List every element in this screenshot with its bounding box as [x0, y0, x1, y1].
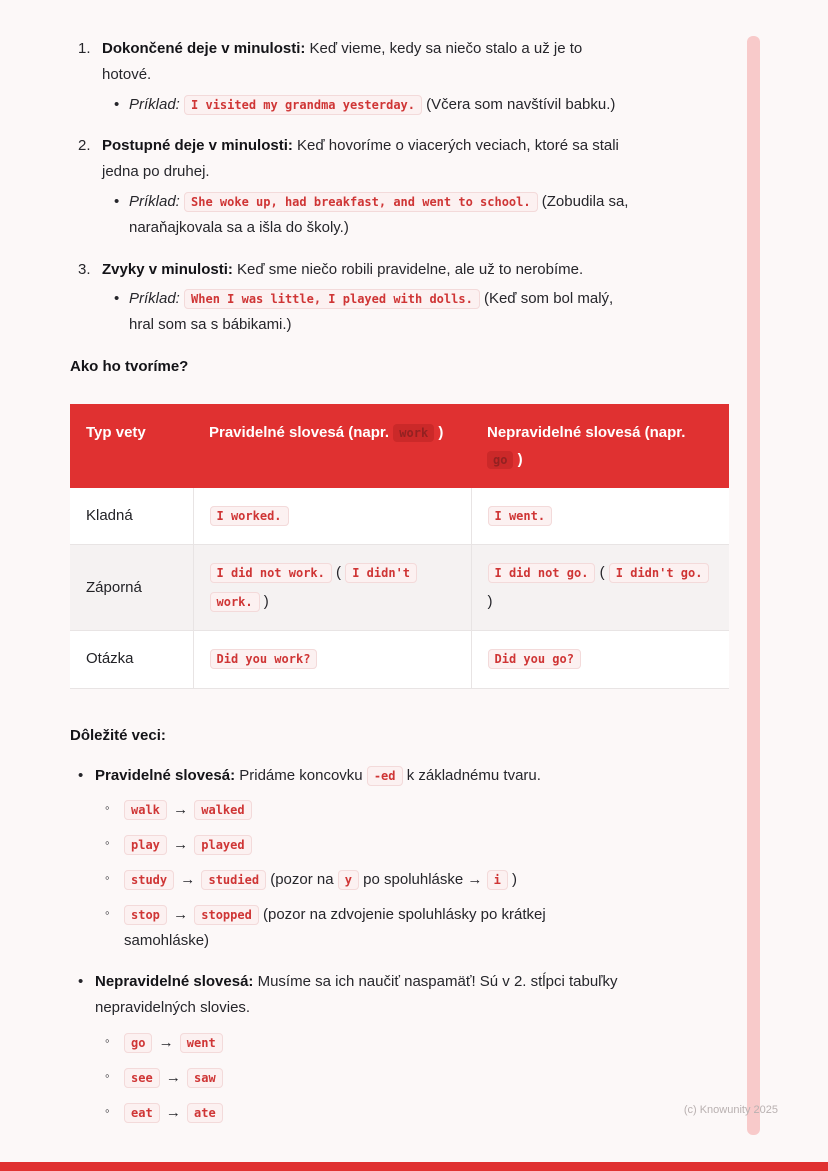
list-item-title: Postupné deje v minulosti:: [102, 137, 293, 155]
example-body: [129, 189, 633, 241]
header-label: Nepravidelné slovesá (napr.: [487, 423, 686, 441]
example-code: When I was little, I played with dolls.: [184, 289, 480, 309]
cell-code: I did not work.: [210, 563, 332, 583]
list-item-title: Dokončené deje v minulosti:: [102, 40, 306, 57]
circle-marker: ◦: [105, 800, 110, 816]
cell-code: I didn't go.: [609, 563, 710, 583]
sub-body: [124, 1065, 633, 1091]
cell-regular: [193, 488, 471, 545]
arrow-glyph: →: [173, 836, 189, 854]
header-label: ): [438, 423, 444, 441]
verb-past-code: walked: [194, 800, 251, 820]
table-row-affirmative: [70, 488, 729, 545]
circle-marker: ◦: [105, 835, 110, 851]
bullet-text: [95, 763, 633, 789]
circle-marker: ◦: [105, 1067, 110, 1083]
section-title-important: Dôležité veci:: [70, 726, 166, 744]
verb-past-code: studied: [201, 870, 266, 890]
note-pre: (pozor na: [270, 870, 334, 888]
bullet-marker: •: [114, 290, 120, 308]
sub-item-see: [105, 1065, 633, 1091]
example-code: I visited my grandma yesterday.: [184, 95, 422, 115]
cell-code: I worked.: [210, 506, 289, 526]
arrow-glyph: →: [173, 801, 189, 819]
bullet-desc-post: k základnému tvaru.: [406, 766, 541, 784]
bullet-marker: •: [78, 973, 84, 991]
cell-code: Did you work?: [210, 649, 318, 669]
list-item-text: [102, 133, 633, 185]
sub-item-study: [105, 867, 633, 893]
row-label: Kladná: [70, 488, 193, 545]
verb-base-code: see: [124, 1068, 160, 1088]
suffix-code: -ed: [367, 766, 403, 786]
list-item-text: [102, 36, 633, 88]
sub-body: [124, 867, 633, 893]
sub-body: [124, 1100, 633, 1126]
circle-marker: ◦: [105, 904, 110, 920]
list-number: 2.: [78, 137, 91, 155]
bullet-marker: •: [114, 95, 120, 113]
table-row-negative: [70, 545, 729, 631]
sub-item-eat: [105, 1100, 633, 1126]
verb-past-code: played: [194, 835, 251, 855]
sub-item-go: [105, 1030, 633, 1056]
list-number: 1.: [78, 40, 91, 57]
example-body: [129, 92, 633, 118]
verb-past-code: stopped: [194, 905, 259, 925]
bullet-irregular-verbs: [70, 969, 633, 1125]
table-body: [70, 488, 729, 689]
header-label: ): [517, 450, 523, 468]
cell-code: I did not go.: [488, 563, 596, 583]
bullet-text: [95, 969, 633, 1021]
table-header-sentence-type: [70, 404, 193, 488]
verb-past-code: went: [180, 1033, 223, 1053]
example-translation: (Keď som bol malý, hral som sa s bábikami.): [129, 290, 614, 334]
bottom-accent-bar: [0, 1162, 828, 1171]
section-title-how: Ako ho tvoríme?: [70, 357, 189, 375]
verb-base-code: play: [124, 835, 167, 855]
list-item-desc: Keď hovoríme o viacerých veciach, ktoré sa stali jedna po druhej.: [102, 137, 619, 181]
example-row: [102, 286, 633, 338]
grammar-table: [70, 404, 729, 689]
list-item-text: [102, 257, 633, 283]
bullet-marker: •: [78, 766, 84, 784]
verb-past-code: saw: [187, 1068, 223, 1088]
sub-item-play: [105, 832, 633, 858]
bullet-marker: •: [114, 192, 120, 210]
circle-marker: ◦: [105, 1032, 110, 1048]
sub-item-stop: [105, 902, 633, 954]
arrow-glyph: →: [180, 870, 196, 888]
table-head: [70, 404, 729, 488]
example-code: She woke up, had breakfast, and went to school.: [184, 192, 538, 212]
cell-regular: [193, 631, 471, 689]
arrow-glyph: →: [173, 905, 189, 923]
sub-body: [124, 902, 633, 954]
copyright-footer: (c) Knowunity 2025: [683, 1104, 778, 1116]
arrow-glyph: →: [165, 1103, 181, 1121]
sub-body: [124, 1030, 633, 1056]
paren: ): [263, 592, 269, 610]
note: (pozor na zdvojenie spoluhlásky po krátkej samohláske): [124, 905, 546, 949]
arrow-glyph: →: [165, 1068, 181, 1086]
note-mid: po spoluhláske →: [363, 870, 483, 888]
header-label: Pravidelné slovesá (napr.: [209, 423, 390, 441]
bullet-desc: Musíme sa ich naučiť naspamäť! Sú v 2. stĺpci tabuľky nepravidelných slovies.: [95, 973, 618, 1017]
example-translation: (Zobudila sa, naraňajkovala sa a išla do školy.): [129, 192, 629, 236]
list-item-3: [70, 257, 633, 338]
row-label: Otázka: [70, 631, 193, 689]
list-item-desc: Keď sme niečo robili pravidelne, ale už to nerobíme.: [237, 260, 584, 278]
sub-body: [124, 832, 633, 858]
cell-code: I went.: [488, 506, 553, 526]
paren: (: [336, 564, 342, 582]
list-item-title: Zvyky v minulosti:: [102, 260, 233, 278]
example-translation: (Včera som navštívil babku.): [426, 95, 616, 113]
bullet-title: Nepravidelné slovesá:: [95, 973, 254, 991]
note-post: ): [512, 870, 517, 888]
bullet-regular-verbs: [70, 763, 633, 954]
sub-body: [124, 797, 633, 823]
list-item-body: [102, 133, 633, 240]
verb-past-code: ate: [187, 1103, 223, 1123]
row-label: Záporná: [70, 545, 193, 631]
cell-irregular: [471, 545, 729, 631]
table-row-question: [70, 631, 729, 689]
right-accent-stripe: [747, 36, 760, 1135]
example-label: Príklad:: [129, 95, 180, 113]
paren: (: [599, 564, 605, 582]
example-label: Príklad:: [129, 192, 180, 210]
table-header-regular-verbs: [193, 404, 471, 488]
bullet-body: [95, 763, 633, 954]
example-body: [129, 286, 633, 338]
verb-base-code: walk: [124, 800, 167, 820]
list-item-body: [102, 257, 633, 338]
list-item-1: [70, 36, 633, 117]
example-row: [102, 189, 633, 241]
cell-regular: [193, 545, 471, 631]
sub-item-walk: [105, 797, 633, 823]
bullet-body: [95, 969, 633, 1125]
verb-base-code: go: [124, 1033, 152, 1053]
list-item-desc: Keď vieme, kedy sa niečo stalo a už je to hotové.: [102, 40, 583, 83]
cell-code: I didn't work.: [210, 563, 418, 612]
verb-base-code: study: [124, 870, 174, 890]
circle-marker: ◦: [105, 1102, 110, 1118]
circle-marker: ◦: [105, 869, 110, 885]
bullet-title: Pravidelné slovesá:: [95, 766, 236, 784]
header-label: Typ vety: [86, 423, 146, 441]
letter-code: y: [338, 870, 359, 890]
cell-code: Did you go?: [488, 649, 581, 669]
example-row: [102, 92, 633, 118]
header-code: work: [393, 424, 434, 442]
verb-base-code: eat: [124, 1103, 160, 1123]
cell-irregular: [471, 631, 729, 689]
list-item-body: [102, 36, 633, 117]
arrow-glyph: →: [158, 1033, 174, 1051]
bullet-desc-pre: Pridáme koncovku: [239, 766, 363, 784]
cell-irregular: [471, 488, 729, 545]
list-number: 3.: [78, 260, 91, 278]
header-code: go: [487, 451, 513, 469]
list-item-2: [70, 133, 633, 240]
letter-code: i: [487, 870, 508, 890]
example-label: Príklad:: [129, 290, 180, 308]
paren: ): [487, 592, 493, 610]
table-header-irregular-verbs: [471, 404, 729, 488]
document-content: [70, 36, 703, 1125]
verb-base-code: stop: [124, 905, 167, 925]
